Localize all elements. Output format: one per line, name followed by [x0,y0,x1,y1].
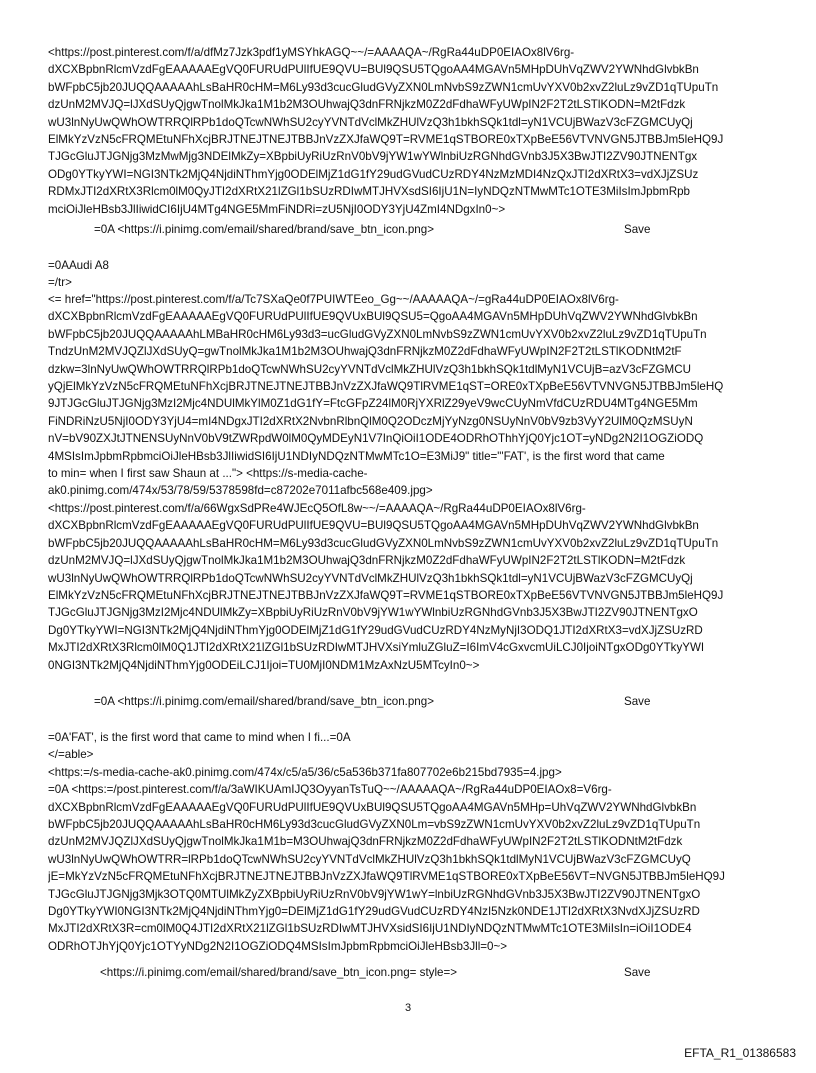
document-id: EFTA_R1_01386583 [684,1046,796,1060]
text-line: yQjElMkYzVzN5cFRQMEtuNFhXcjBRJTNEJTNEJTBBJnVzZXJfaWQ9TlRVME1qST=ORE0xTXpBeE56VTVNVGN5JTBBJm5leHQ [48,380,724,394]
text-line: ElMkYzVzN5cFRQMEtuNFhXcjBRJTNEJTNEJTBBJnVzZXJfaWQ9T=RVME1qSTBORE0xTXpBeE56VTVNVGN5JTBBJm5leHQ9J [48,133,724,147]
text-line: dXCXBpbnRlcmVzdFgEAAAAAEgVQ0FURUdPUlIfUE9QVU=BUl9QSU5TQgoAA4MGAVn5MHpDUhVqZWV2YWNhdGlvbkBn [48,63,699,77]
save-row-3 [48,964,816,981]
text-line: jE=MkYzVzN5cFRQMEtuNFhXcjBRJTNEJTNEJTBBJnVzZXJfaWQ9TlRVME1qSTBORE0xTXpBeE56VT=NVGN5JTBBJm5leHQ9J [48,870,725,884]
text-line: 0NGI3NTk2MjQ4NjdiNThmYjg0ODEiLCJ1Ijoi=TU0MjI0NDM1MzAxNzU5MTcyIn0~> [48,658,480,672]
text-line: ODRhOTJhYjQ0Yjc1OTYyNDg2N2I1OGZiODQ4MSIsImJpbmRpbmciOiJleHBsb3Jll=0~> [48,939,508,953]
text-line: bWFpbC5jb20JUQQAAAAAhLsBaHR0cHM6Ly93d3cucGludGVyZXN0Lm=vbS9zZWN1cmUvYXV0b2xvZ2luLz9vZD1qTUpuTn [48,818,701,832]
save-button[interactable]: Save [624,223,651,236]
link-block-3 [48,729,768,955]
text-line: Dg0YTkyYWI0NGI3NTk2MjQ4NjdiNThmYjg0=DElMjZ1dG1fY29udGVudCUzRDY4NzI5Nzk0NDE1JTI2dXRtX3NvdXJjZSUzRD [48,905,700,919]
tr-tag-line: =/tr> [48,276,72,289]
page-number: 3 [404,1002,412,1014]
text-line: FiNDRiNzU5NjI0ODY3YjU4=mI4NDgxJTI2dXRtX2NvbnRlbnQlM0Q2ODczMjYyNzg0NSUyNnV0bV9zb3VyY2UlM0QzMSUyN [48,414,693,428]
save-icon-ref[interactable]: =0A <https://i.pinimg.com/email/shared/brand/save_btn_icon.png> [94,223,434,236]
text-line: bWFpbC5jb20JUQQAAAAAhLsBaHR0cHM=M6Ly93d3cucGludGVyZXN0LmNvbS9zZWN1cmUvYXV0b2xvZ2luLz9vZD1qTUpuTn [48,80,719,94]
text-line: bWFpbC5jb20JUQQAAAAAhLsBaHR0cHM=M6Ly93d3cucGludGVyZXN0LmNvbS9zZWN1cmUvYXV0b2xvZ2luLz9vZD1qTUpuTn [48,536,719,550]
text-line: dXCXBpbnRlcmVzdFgEAAAAAEgVQ0FURUdPUlIfUE9QVU=BUl9QSU5TQgoAA4MGAVn5MHpDUhVqZWV2YWNhdGlvbkBn [48,519,699,533]
text-line: ak0.pinimg.com/474x/53/78/59/5378598fd=c87202e7011afbc568e409.jpg> [48,484,433,498]
save-button[interactable]: Save [624,966,651,979]
text-line: MxJTI2dXRtX3R=cm0lM0Q4JTI2dXRtX21lZGl1bSUzRDIwMTJHVXsidSI6IjU1NDIyNDQzNTMwMTc1OTE3MiIsIn=iOiI1ODE4 [48,922,692,936]
save-row-2 [48,693,814,710]
text-line: Dg0YTkyYWI=NGI3NTk2MjQ4NjdiNThmYjg0ODElMjZ1dG1fY29udGVudCUzRDY4NzMyNjI3ODQ1JTI2dXRtX3=vdXJjZSUzRD [48,623,703,637]
text-line: wU3lnNyUwQWhOWTRR=lRPb1doQTcwNWhSU2cyYVNTdVclMkZHUlVzQ3h1bkhSQk1tdlMyN1VCUjBWazV3cFZGMCUyQ [48,852,691,866]
text-line: MxJTI2dXRtX3Rlcm0lM0Q1JTI2dXRtX21lZGl1bSUzRDIwMTJHVXsiYmluZGluZ=I6ImV4cGxvcmUiLCJ0IjoiNTgxODg0YTkyYWI [48,641,705,655]
text-line: <= href="https://post.pinterest.com/f/a/Tc7SXaQe0f7PUIWTEeo_Gg~~/AAAAAQA~/=gRa44uDP0EIAOx8lV6rg- [48,293,619,306]
text-line: RDMxJTI2dXRtX3Rlcm0lM0QyJTI2dXRtX21lZGl1bSUzRDIwMTJHVXsdSI6IjU1N=IyNDQzNTMwMTc1OTE3MiIsImJpbmRpb [48,185,690,199]
text-line: =0A <https:=/post.pinterest.com/f/a/3aWIKUAmIJQ3OyyanTsTuQ~~/AAAAAQA~/RgRa44uDP0EIAOx8=V6rg- [48,783,612,797]
text-line: to min= when I first saw Shaun at ..."> <https://s-media-cache- [48,467,368,481]
text-line: TJGcGluJTJGNjg3Mjk3OTQ0MTUlMkZyZXBpbiUyRiUzRnV0bV9jYW1wY=lnbiUzRGNhdGVnb3J5X3BwJTI2ZV90JTNENTgxO [48,887,701,901]
text-line: <https:=/s-media-cache-ak0.pinimg.com/474x/c5/a5/36/c5a536b371fa807702e6b215bd7935=4.jpg> [48,765,562,779]
text-line: TndzUnM2MVJQZlJXdSUyQ=gwTnolMkJka1M1b2M3OUhwajQ3dnFRNjkzM0Z2dFdhaWFyUWpIN2F2T2tLSTlKODNtM2tF [48,345,682,359]
text-line: wU3lnNyUwQWhOWTRRQlRPb1doQTcwNWhSU2cyYVNTdVclMkZHUlVzQ3h1bkhSQk1tdl=yN1VCUjBWazV3cFZGMCUyQj [48,571,693,585]
text-line: ODg0YTkyYWI=NGI3NTk2MjQ4NjdiNThmYjg0ODElMjZ1dG1fY29udGVudCUzRDY4NzMzMDI4NzQxJTI2dXRtX3=vdXJjZSUz [48,167,699,181]
text-line: wU3lnNyUwQWhOWTRRQlRPb1doQTcwNWhSU2cyYVNTdVclMkZHUlVzQ3h1bkhSQk1tdl=yN1VCUjBWazV3cFZGMCUyQj [48,115,693,129]
text-line: ElMkYzVzN5cFRQMEtuNFhXcjBRJTNEJTNEJTBBJnVzZXJfaWQ9T=RVME1qSTBORE0xTXpBeE56VTVNVGN5JTBBJm5leHQ9J [48,588,724,602]
text-line: mciOiJleHBsb3JlIiwidCI6IjU4MTg4NGE5MmFiNDRi=zU5NjI0ODY3YjU4ZmI4NDgxIn0~> [48,202,506,216]
save-button[interactable]: Save [624,695,651,708]
text-line: <https://post.pinterest.com/f/a/dfMz7Jzk3pdf1yMSYhkAGQ~~/=AAAAQA~/RgRa44uDP0EIAOx8lV6rg- [48,46,575,59]
text-line: TJGcGluJTJGNjg3MzMwMjg3NDElMkZy=XBpbiUyRiUzRnV0bV9jYW1wYWlnbiUzRGNhdGVnb3J5X3BwJTI2ZV90JTNENTgx [48,150,698,164]
text-line: nV=bV90ZXJtJTNENSUyNnV0bV9tZWRpdW0lM0QyMDEyN1V7InQiOiI1ODE4ODRhOThhYjQ0Yjc1OT=yNDg2N2I1OGZiODQ [48,432,704,446]
text-line: dXCXBpbnRlcmVzdFgEAAAAAEgVQ0FURUdPUlIfUE9QVUxBUl9QSU5=QgoAA4MGAVn5MHpDUhVqZWV2YWNhdGlvbkBn [48,310,698,324]
link-block-1 [48,44,768,218]
text-line: dzUnM2MVJQZlJXdSUyQjgwTnolMkJka1M1b=M3OUhwajQ3dnFRNjkzM0Z2dFdhaWFyUWpIN2F2T2tLSTlKODNtM2tFdzk [48,835,683,849]
text-line: 9JTJGcGluJTJGNjg3MzI2Mjc4NDUlMkYlM0Z1dG1fY=FtcGFpZ24lM0RjYXRlZ29yeV9wcCUyNmVfdCUzRDU4MTg4NGE5Mm [48,397,698,411]
text-line: dzUnM2MVJQ=lJXdSUyQjgwTnolMkJka1M1b2M3OUhwajQ3dnFRNjkzM0Z2dFdhaWFyUWpIN2F2T2tLSTlKODN=M2tFdzk [48,98,686,112]
text-line: 4MSIsImJpbmRpbmciOiJleHBsb3JlIiwidSI6IjU1NDIyNDQzNTMwMTc1O=E3MiJ9" title="'FAT', is the first word that came [48,449,665,463]
text-line: </=able> [48,748,94,762]
text-line: dzkw=3lnNyUwQWhOWTRRQlRPb1doQTcwNWhSU2cyYVNTdVclMkZHUlVzQ3h1bkhSQk1tdlMyN1VCUjB=azV3cFZGMCU [48,362,691,376]
text-line: dzUnM2MVJQ=lJXdSUyQjgwTnolMkJka1M1b2M3OUhwajQ3dnFRNjkzM0Z2dFdhaWFyUWpIN2F2T2tLSTlKODN=M2tFdzk [48,554,686,568]
text-line: TJGcGluJTJGNjg3MzI2Mjc4NDUlMkZy=XBpbiUyRiUzRnV0bV9jYW1wYWlnbiUzRGNhdGVnb3J5X3BwJTI2ZV90JTNENTgxO [48,606,698,620]
text-line: bWFpbC5jb20JUQQAAAAAhLMBaHR0cHM6Ly93d3=ucGludGVyZXN0LmNvbS9zZWN1cmUvYXV0b2xvZ2luLz9vZD1qTUpuTn [48,327,707,341]
link-block-2 [48,291,768,674]
save-icon-ref[interactable]: <https://i.pinimg.com/email/shared/brand/save_btn_icon.png= style=> [100,966,458,979]
save-icon-ref[interactable]: =0A <https://i.pinimg.com/email/shared/brand/save_btn_icon.png> [94,695,434,708]
item-title: =0AAudi A8 [48,259,109,272]
text-line: =0A'FAT', is the first word that came to mind when I fi...=0A [48,731,351,744]
text-line: <https://post.pinterest.com/f/a/66WgxSdPRe4WJEcQ5OfL8w~~/=AAAAQA~/RgRa44uDP0EIAOx8lV6rg- [48,501,586,515]
text-line: dXCXBpbnRlcmVzdFgEAAAAAEgVQ0FURUdPUlIfUE9QVUxBUl9QSU5TQgoAA4MGAVn5MHp=UhVqZWV2YWNhdGlvbkBn [48,800,697,814]
save-row-1 [48,221,814,238]
